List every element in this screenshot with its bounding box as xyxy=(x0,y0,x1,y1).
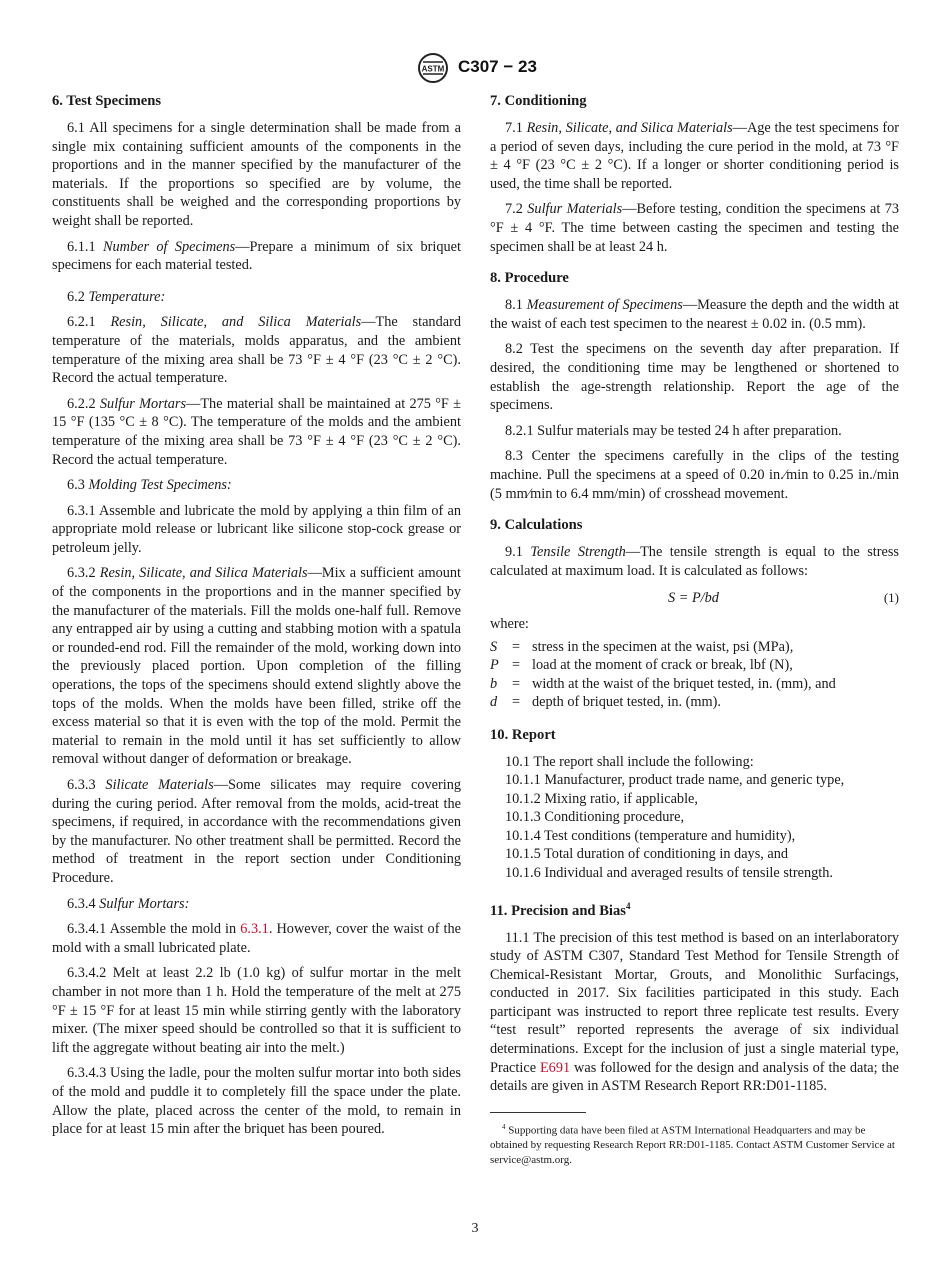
page-number: 3 xyxy=(471,1221,479,1236)
footnote-4: $^4$ Supporting data have been filed at ASTM International Headquarters and may be obtained by requesting Research Report RR:D01-1185. Contact ASTM Customer Service at service@astm.org. xyxy=(490,1122,895,1166)
variable-row: d = depth of briquet tested, in. (mm). xyxy=(490,694,721,711)
report-list xyxy=(490,753,899,883)
para-9-1: 9.1 Tensile Strength—The tensile strength is equal to the stress calculated at maximum load. It is calculated as follows: xyxy=(490,544,899,579)
variable-row: S = stress in the specimen at the waist, psi (MPa), xyxy=(490,638,794,655)
astm-logo-icon xyxy=(414,52,452,84)
report-item: 10.1.1 Manufacturer, product trade name, and generic type, xyxy=(505,772,845,789)
para-7-2: 7.2 Sulfur Materials—Before testing, condition the specimens at 73 °F ± 4 °F. The time between casting the specimen and testing the specimen shall be at least 24 h. xyxy=(490,201,900,255)
para-6-3-1: 6.3.1 Assemble and lubricate the mold by applying a thin film of an appropriate mold release or lubricant like silicone stop-cock grease or petroleum jelly. xyxy=(52,502,461,556)
svg-text:ASTM: ASTM xyxy=(421,64,445,74)
para-6-3-4: 6.3.4 Sulfur Mortars: xyxy=(67,895,190,912)
para-6-3: 6.3 Molding Test Specimens: xyxy=(67,477,232,494)
section-7-heading: 7. Conditioning xyxy=(490,93,587,109)
para-8-2-1: 8.2.1 Sulfur materials may be tested 24 h after preparation. xyxy=(505,422,842,439)
para-11-1: 11.1 The precision of this test method is based on an interlaboratory study of ASTM C307, Standard Test Method for Tensile Strength of Chemical-Resistant Mortar, Grouts, and Monolithic Surfacings, conducted in 2017. Six facilities participated in this study. Each participant was instructed to report three replicate test results. Every “test result” reported represents the average of six individual determinations. Except for the inclusion of just a single material type, Practice E691 was followed for the design and analysis of the data; the details are given in ASTM Research Report RR:D01-1185. xyxy=(490,929,899,1095)
right-column xyxy=(490,92,899,1167)
report-item: 10.1.5 Total duration of conditioning in days, and xyxy=(505,846,789,863)
section-8-heading: 8. Procedure xyxy=(490,270,569,287)
variable-row: P = load at the moment of crack or break, lbf (N), xyxy=(490,657,793,674)
section-11-heading: 11. Precision and Bias$^4$ xyxy=(490,900,631,919)
para-6-3-4-1: 6.3.4.1 Assemble the mold in 6.3.1. However, cover the waist of the mold with a small lubricated plate. xyxy=(52,921,461,956)
para-6-1: 6.1 All specimens for a single determination shall be made from a single mix containing sufficient amounts of the components in the proportions and in the manner specified by the manufacturer of the materials. If the proportions so specified are by volume, the constituents shall be weighed and the corresponding proportions by weight shall be reported. xyxy=(52,120,461,229)
para-7-1: 7.1 Resin, Silicate, and Silica Materials—Age the test specimens for a period of seven days, including the cure period in the mold, at 73 °F ± 4 °F (23 °C ± 2 °C). If a longer or shorter conditioning period is used, the time shall be reported. xyxy=(490,120,900,192)
para-8-3: 8.3 Center the specimens carefully in the clips of the testing machine. Pull the specimens at a speed of 0.20 in.⁄min to 0.25 in./min (5 mm⁄min to 6.4 mm/min) of crosshead movement. xyxy=(490,448,899,502)
para-6-3-4-3: 6.3.4.3 Using the ladle, pour the molten sulfur mortar into both sides of the mold and puddle it to completely fill the space under the plate. Allow the plate, placed across the center of the mold, to remain in place for at least 15 min after the briquet has been poured. xyxy=(52,1065,461,1138)
link-e691[interactable]: E691 xyxy=(539,1059,571,1076)
left-column xyxy=(52,92,461,1146)
para-6-2-1: 6.2.1 Resin, Silicate, and Silica Materials—The standard temperature of the materials, molds apparatus, and the ambient temperature of the mixing area shall be 73 °F ± 4 °F (23 °C ± 2 °C). Record the actual temperature. xyxy=(52,314,461,387)
where-label: where: xyxy=(490,616,529,633)
para-6-3-4-2: 6.3.4.2 Melt at least 2.2 lb (1.0 kg) of sulfur mortar in the melt chamber in not more than 1 h. Hold the temperature of the melt at 275 °F ± 15 °F for at least 15 min while stirring gently with the laboratory mixer. (The mixer speed should be controlled so that it is sufficient to lift the aggregate without beating air into the melt.) xyxy=(52,965,461,1056)
equation-number: (1) xyxy=(883,590,899,606)
equation-1 xyxy=(490,587,899,611)
para-6-3-2: 6.3.2 Resin, Silicate, and Silica Materials—Mix a sufficient amount of the components in the proportions and in the manner specified by the manufacturer of the materials. Fill the molds one-half full. Remove any entrapped air by using a cutting and stabbing motion with a spatula or rounded-end rod. Fill the remainder of the mold, working down into the previously placed portion. Upon completion of the filling operations, the tops of the specimens should extend slightly above the tops of the molds. When the molds have been filled, strike off the excess material so that it is even with the top of the mold. Permit the material to remain in the mold until it has set sufficiently to allow removal without danger of deformation or breakage. xyxy=(52,565,461,768)
para-8-2: 8.2 Test the specimens on the seventh day after preparation. If desired, the conditioning time may be lengthened or shortened to establish the age-strength relationship. Report the age of the specimens. xyxy=(490,341,899,414)
section-9-heading: 9. Calculations xyxy=(490,517,583,534)
standard-designation: C307 − 23 xyxy=(458,57,537,76)
report-item: 10.1 The report shall include the following: xyxy=(505,753,754,770)
para-6-3-3: 6.3.3 Silicate Materials—Some silicates may require covering during the curing period. After removal from the molds, acid-treat the specimens, if required, in accordance with the recommendations given by the manufacturer. No other treatment shall be permitted. Record the method of treatment in the report section under Conditioning Procedure. xyxy=(52,777,462,886)
report-item: 10.1.4 Test conditions (temperature and humidity), xyxy=(505,827,796,844)
section-6-heading: 6. Test Specimens xyxy=(52,93,162,109)
section-10-heading: 10. Report xyxy=(490,726,556,743)
equation-body: S = P/bd xyxy=(668,590,719,607)
para-8-1: 8.1 Measurement of Specimens—Measure the depth and the width at the waist of each test specimen to the nearest ± 0.02 in. (0.5 mm). xyxy=(490,297,900,332)
para-6-2: 6.2 Temperature: xyxy=(67,288,166,305)
report-item: 10.1.6 Individual and averaged results of tensile strength. xyxy=(505,865,833,882)
variable-definitions xyxy=(490,638,899,712)
para-6-1-1: 6.1.1 Number of Specimens—Prepare a minimum of six briquet specimens for each material tested. xyxy=(52,238,461,274)
link-6-3-1[interactable]: 6.3.1 xyxy=(240,921,269,938)
variable-row: b = width at the waist of the briquet tested, in. (mm), and xyxy=(490,675,836,692)
report-item: 10.1.3 Conditioning procedure, xyxy=(505,809,685,826)
footnote-divider xyxy=(490,1112,586,1113)
para-6-2-2: 6.2.2 Sulfur Mortars—The material shall be maintained at 275 °F ± 15 °F (135 °C ± 8 °C). The temperature of the molds and the ambient temperature of the mixing area shall be 73 °F ± 4 °F (23 °C ± 2 °C). Record the actual temperature. xyxy=(52,395,461,468)
report-item: 10.1.2 Mixing ratio, if applicable, xyxy=(505,790,698,807)
page-header xyxy=(0,52,950,84)
